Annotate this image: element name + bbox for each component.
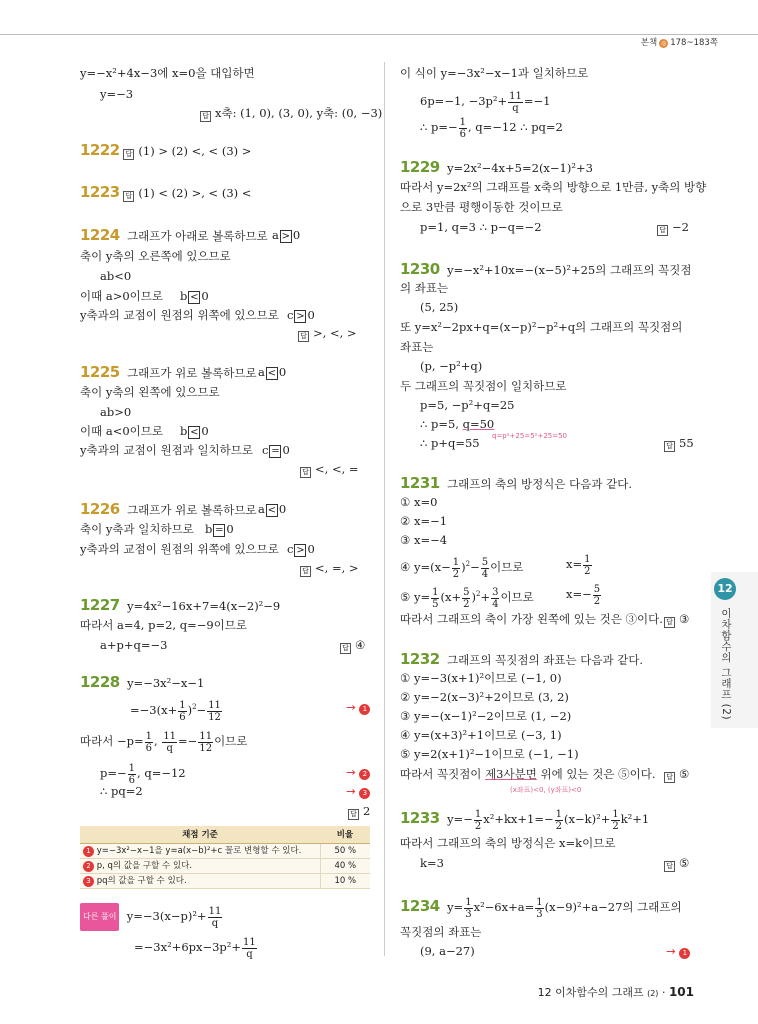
box-answer: b = 0 [205,522,234,536]
book-circle-icon: ◎ [661,40,667,47]
answer-line: 답 −2 [657,220,689,236]
answer-line: 답 ⑤ [664,767,689,783]
text-line: ⑤ y=2(x+1)²−1이므로 (−1, −1) [400,747,579,761]
text-line: ① x=0 [400,495,438,509]
answer-icon: 답 [664,861,675,872]
answer-icon: 답 [200,111,211,122]
box-answer: c = 0 [262,443,290,457]
step-3-icon: 3 [83,876,94,887]
problem-number: 1225 [80,363,120,381]
box-answer: c > 0 [287,542,315,556]
scoring-table [80,826,370,889]
step-2-icon: 2 [359,769,370,780]
problem-number: 1226 [80,500,120,518]
step-1-icon: 1 [679,948,690,959]
formula-line: x=− $\frac{5}{2}$ [566,583,601,607]
text-line: ① y=−3(x+1)²이므로 (−1, 0) [400,671,562,685]
answer-icon: 답 [664,772,675,783]
problem-number: 1233 [400,809,440,827]
answer-line: 답 ③ [664,612,689,628]
formula-line: ∴ p=− $\frac{1}{6}$ , q=−12 ∴ pq=2 [420,116,563,140]
header-rule [0,34,758,35]
chapter-side-tab [711,572,758,728]
formula-line: p=− $\frac{1}{6}$ , q=−12 [100,762,186,786]
step-2-icon: 2 [83,861,94,872]
answer-icon: 답 [300,566,311,577]
text-line: ② y=−2(x−3)²+2이므로 (3, 2) [400,690,569,704]
problem-1226: 1226 그래프가 위로 볼록하므로 [80,500,257,518]
text-line: a+p+q=−3 [100,638,168,652]
step-marker: → 1 [346,700,370,715]
problem-number: 1228 [80,673,120,691]
text-line: 따라서 y=2x²의 그래프를 x축의 방향으로 1만큼, y축의 방향 [400,180,707,194]
scoring-header: 채점 기준 [80,826,320,843]
text-line: (9, a−27) [420,944,475,958]
header-book-ref: 본책 ◎ 178~183쪽 [640,38,718,48]
text-line: 축이 y축의 오른쪽에 있으므로 [80,249,231,263]
text-line: ab>0 [100,405,132,419]
problem-1227: 1227 y=4x²−16x+7=4(x−2)²−9 [80,596,281,614]
other-solution-badge: 다른 풀이 [80,903,119,931]
text-line: ∴ pq=2 [100,784,143,798]
formula-line: x= $\frac{1}{2}$ [566,553,591,577]
answer-icon: 답 [298,331,309,342]
answer-icon: 답 [657,225,668,236]
answer-line: 답 ④ [340,638,365,654]
formula-line: ∴ p=5, q=50 [420,417,495,431]
formula-line: 따라서 −p= $\frac{1}{6}$ , $\frac{11}{q}$ =− $\frac{11}{12}$ 이므로 [80,730,248,754]
text-line: p=1, q=3 ∴ p−q=−2 [420,220,542,234]
chapter-title-vertical: 이차함수의 그래프 (2) [720,608,732,721]
problem-1232: 1232 그래프의 꼭짓점의 좌표는 다음과 같다. [400,650,644,668]
problem-number: 1234 [400,897,440,915]
annotation-note: q=p²+25=5²+25=50 [492,432,568,440]
box-answer: b < 0 [180,289,209,303]
problem-number: 1229 [400,158,440,176]
step-1-icon: 1 [359,704,370,715]
problem-number: 1230 [400,260,440,278]
text-line: p=5, −p²+q=25 [420,398,515,412]
problem-1230: 1230 y=−x²+10x=−(x−5)²+25의 그래프의 꼭짓점 [400,260,692,278]
text-line: (p, −p²+q) [420,359,483,373]
text-line: 이때 a>0이므로 [80,289,164,303]
box-answer: a < 0 [258,502,287,516]
problem-1229: 1229 y=2x²−4x+5=2(x−1)²+3 [400,158,593,176]
step-marker: → 3 [346,784,370,799]
answer-line: 답 >, <, > [298,326,357,342]
answer-icon: 답 [664,617,675,628]
text-line: 또 y=x²−2px+q=(x−p)²−p²+q의 그래프의 꼭짓점의 [400,320,683,334]
answer-line: 답 x축: (1, 0), (3, 0), y축: (0, −3) [200,106,382,122]
problem-1231: 1231 그래프의 축의 방정식은 다음과 같다. [400,474,632,492]
text-line: y축과의 교점이 원점의 위쪽에 있으므로 [80,542,279,556]
column-divider [384,62,385,956]
text-line: 따라서 a=4, p=2, q=−9이므로 [80,618,248,632]
text-line: ③ y=−(x−1)²−2이므로 (1, −2) [400,709,572,723]
table-row: 2 p, q의 값을 구할 수 있다. 40 % [80,858,370,873]
text-line: 두 그래프의 꼭짓점이 일치하므로 [400,379,567,393]
text-line: 좌표는 [400,340,434,354]
text-line: 축이 y축의 왼쪽에 있으므로 [80,385,220,399]
formula-line: =−3x²+6px−3p²+ $\frac{11}{q}$ [134,936,256,960]
problem-number: 1222 [80,141,120,159]
text-line: y축과의 교점이 원점과 일치하므로 [80,443,253,457]
box-answer: b < 0 [180,424,209,438]
page-footer: 12 이차함수의 그래프 (2) · 101 [537,985,694,999]
page-number: 101 [668,985,694,999]
text-line: 따라서 그래프의 축이 가장 왼쪽에 있는 것은 ③이다. [400,612,663,626]
ratio-header: 비율 [320,826,370,843]
text-line: 이때 a<0이므로 [80,424,164,438]
problem-number: 1227 [80,596,120,614]
text-line: 이 식이 y=−3x²−x−1과 일치하므로 [400,66,589,80]
problem-number: 1231 [400,474,440,492]
answer-line: 답 55 [664,436,694,452]
text-line: ④ y=(x+3)²+1이므로 (−3, 1) [400,728,562,742]
answer-icon: 답 [664,441,675,452]
text-line: ③ x=−4 [400,533,448,547]
problem-1222: 1222 답 (1) > (2) <, < (3) > [80,141,252,159]
text-line: k=3 [420,856,444,870]
answer-icon: 답 [348,809,359,820]
problem-1225: 1225 그래프가 위로 볼록하므로 [80,363,257,381]
chapter-number-badge: 12 [714,578,736,600]
answer-line: 답 ⑤ [664,856,689,872]
annotation-note: (x좌표)<0, (y좌표)<0 [510,786,582,794]
box-answer: c > 0 [287,308,315,322]
problem-1224: 1224 그래프가 아래로 볼록하므로 [80,226,268,244]
formula-line: 따라서 꼭짓점이 제3사분면 위에 있는 것은 ⑤이다. [400,767,656,781]
answer-line: 답 <, <, = [300,462,359,478]
text-line: ∴ p+q=55 [420,436,480,450]
text-line: 꼭짓점의 좌표는 [400,925,482,939]
text-line: 축이 y축과 일치하므로 [80,522,194,536]
text-line: 따라서 그래프의 축의 방정식은 x=k이므로 [400,836,616,850]
text-line: 으로 3만큼 평행이동한 것이므로 [400,200,563,214]
step-3-icon: 3 [359,788,370,799]
step-marker: → 2 [346,765,370,780]
text-line: (5, 25) [420,300,459,314]
answer-icon: 답 [340,643,351,654]
answer-line: 답 <, =, > [300,561,359,577]
problem-number: 1223 [80,183,120,201]
table-row: 1 y=−3x²−x−1을 y=a(x−b)²+c 꼴로 변형할 수 있다. 50 % [80,843,370,858]
answer-line: 답 2 [348,804,370,820]
answer-icon: 답 [300,467,311,478]
problem-number: 1232 [400,650,440,668]
problem-1233: 1233 y=− $\frac{1}{2}$ x²+kx+1=− $\frac{1}{2}$ (x−k)²+ $\frac{1}{2}$ k²+1 [400,808,650,832]
formula-line: 6p=−1, −3p²+ $\frac{11}{q}$ =−1 [420,90,551,114]
step-marker: → 1 [666,944,690,959]
table-row: 3 pq의 값을 구할 수 있다. 10 % [80,873,370,888]
text-line: ② x=−1 [400,514,448,528]
text-line: ab<0 [100,269,132,283]
answer-icon: 답 [123,149,134,160]
box-answer: a < 0 [258,365,287,379]
problem-1228: 1228 y=−3x²−x−1 [80,673,205,691]
text-line: y=−x²+4x−3에 x=0을 대입하면 [80,66,255,80]
step-1-icon: 1 [83,846,94,857]
formula-line: ⑤ y= $\frac{1}{5}$ (x+ $\frac{5}{2}$ )$^2$+ $\frac{3}{4}$ 이므로 [400,586,534,610]
answer-icon: 답 [123,191,134,202]
box-answer: a > 0 [272,228,301,242]
problem-1234: 1234 y= $\frac{1}{3}$ x²−6x+a= $\frac{1}{3}$ (x−9)²+a−27의 그래프의 [400,896,682,920]
text-line: y축과의 교점이 원점의 위쪽에 있으므로 [80,308,279,322]
other-solution: 다른 풀이 y=−3(x−p)²+ $\frac{11}{q}$ [80,903,223,931]
formula-line: ④ y=(x− $\frac{1}{2}$ )$^2$− $\frac{5}{4}$ 이므로 [400,556,524,580]
text-line: y=−3 [100,87,134,101]
problem-number: 1224 [80,226,120,244]
problem-1223: 1223 답 (1) < (2) >, < (3) < [80,183,252,201]
text-line: 의 좌표는 [400,281,449,295]
formula-line: =−3(x+ $\frac{1}{6}$ )$^2$− $\frac{11}{12}$ [130,699,221,723]
